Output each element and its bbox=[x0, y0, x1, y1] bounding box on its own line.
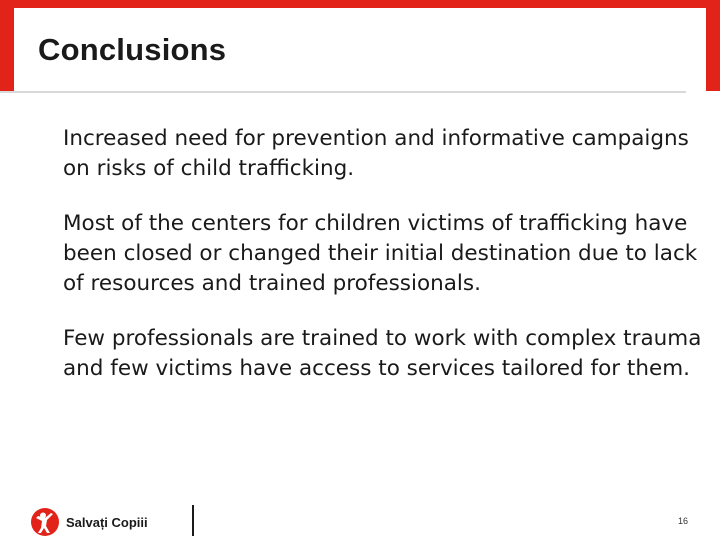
paragraph-professionals: Few professionals are trained to work with complex trauma and few victims have access to services tailored for them. bbox=[63, 326, 702, 381]
save-the-children-figure-icon bbox=[30, 507, 60, 537]
title-divider bbox=[0, 91, 686, 93]
slide-body bbox=[63, 124, 703, 409]
footer-divider bbox=[192, 505, 194, 536]
left-accent-bar bbox=[0, 0, 14, 91]
organization-logo bbox=[30, 503, 148, 541]
paragraph-prevention: Increased need for prevention and informative campaigns on risks of child trafficking. bbox=[63, 126, 689, 181]
paragraph-centers: Most of the centers for children victims of trafficking have been closed or changed their initial destination due to lack of resources and trained professionals. bbox=[63, 211, 698, 296]
logo-text: Salvați Copiii bbox=[66, 514, 148, 530]
right-accent-bar bbox=[706, 0, 720, 91]
slide-title: Conclusions bbox=[38, 32, 227, 67]
top-accent-bar bbox=[0, 0, 720, 8]
page-number: 16 bbox=[677, 516, 688, 526]
